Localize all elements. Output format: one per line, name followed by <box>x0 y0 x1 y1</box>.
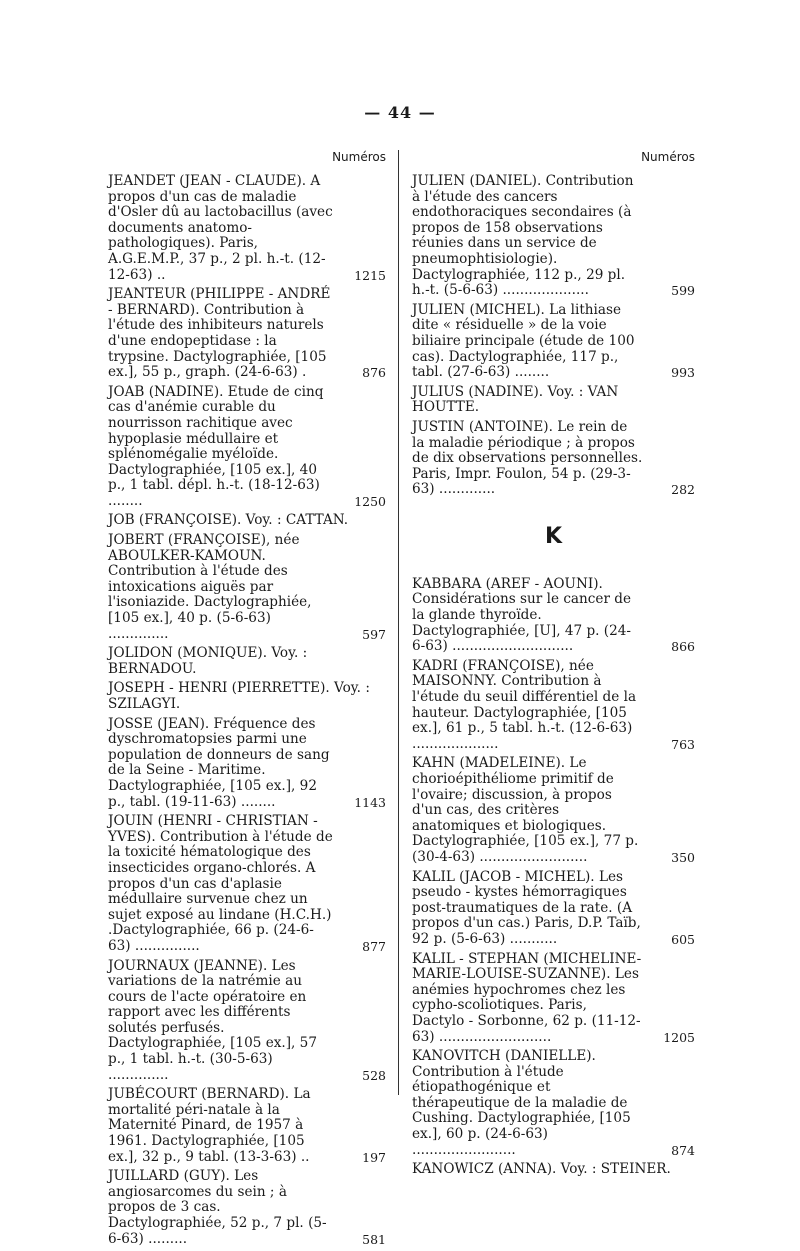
entry-text: JOLIDON (MONIQUE). Voy. : BERNADOU. <box>108 645 308 677</box>
entry <box>108 681 386 712</box>
entry <box>108 533 386 642</box>
entry-number: 763 <box>671 736 695 752</box>
entry-text: JULIUS (NADINE). Voy. : VAN HOUTTE. <box>412 383 619 416</box>
entry-text: JOAB (NADINE). Etude de cinq cas d'anémie curable du nourrisson rachitique avec hypoplasie médullaire et splénomégalie myéloïde. Dactylographiée, [105 ex.], 40 p., 1 tabl. dépl. h.-t. (18-12-63) ........ <box>108 383 324 509</box>
entry-text: KALIL - STEPHAN (MICHELINE-MARIE-LOUISE-SUZANNE). Les anémies hypochromes chez les cypho-scoliotiques. Paris, Dactylo - Sorbonne, 62 p. (11-12-63) .......................... <box>412 950 642 1045</box>
entry <box>412 420 695 498</box>
entry <box>412 659 695 753</box>
column-header-left: Numéros <box>332 150 386 164</box>
entry-number: 528 <box>362 1067 386 1083</box>
entry <box>108 646 386 677</box>
entry-number: 197 <box>362 1149 386 1165</box>
right-column <box>412 150 695 1182</box>
entry <box>412 577 695 655</box>
entry <box>412 1162 695 1178</box>
entry-text: JOSEPH - HENRI (PIERRETTE). Voy. : SZILAGYI. <box>108 680 370 712</box>
entry-text: JULIEN (DANIEL). Contribution à l'étude des cancers endothoraciques secondaires (à propos de 158 observations réunies dans un service de pneumophtisiologie). Dactylographiée, 112 p., 29 pl. h.-t. (5-6-63) .................... <box>412 173 634 299</box>
entry <box>108 1169 386 1247</box>
entry-number: 581 <box>362 1231 386 1247</box>
section-letter: K <box>544 523 563 549</box>
entry-number: 1205 <box>663 1029 695 1045</box>
column-header-right: Numéros <box>641 150 695 164</box>
page-number: — 44 — <box>364 103 436 122</box>
entry <box>412 385 695 416</box>
entry-text: JOUIN (HENRI - CHRISTIAN - YVES). Contribution à l'étude de la toxicité hématologique des insecticides organo-chlorés. A propos d'un cas d'aplasie médullaire survenue chez un sujet exposé au lindane (H.C.H.) .Dactylographiée, 66 p. (24-6-63) ............... <box>108 813 333 954</box>
entry-text: JUILLARD (GUY). Les angiosarcomes du sein ; à propos de 3 cas. Dactylographiée, 52 p., 7 pl. (5-6-63) ......... <box>108 1168 327 1247</box>
left-column <box>108 150 386 1251</box>
entry-number: 876 <box>362 365 386 381</box>
entry-text: KANOVITCH (DANIELLE). Contribution à l'étude étiopathogénique et thérapeutique de la maladie de Cushing. Dactylographiée, [105 ex.], 60 p. (24-6-63) ........................ <box>412 1048 631 1158</box>
entry <box>108 717 386 811</box>
entry-number: 1143 <box>354 794 386 810</box>
entry-text: KALIL (JACOB - MICHEL). Les pseudo - kystes hémorragiques post-traumatiques de la rate. (A propos d'un cas.) Paris, D.P. Taïb, 92 p. (5-6-63) ........... <box>412 868 641 947</box>
entry-number: 282 <box>671 482 695 498</box>
entry <box>412 174 695 299</box>
entry <box>108 959 386 1084</box>
entry-number: 1250 <box>354 493 386 509</box>
entry <box>108 385 386 510</box>
entry-number: 877 <box>362 938 386 954</box>
entry-text: JOSSE (JEAN). Fréquence des dyschromatopsies parmi une population de donneurs de sang de la Seine - Maritime. Dactylographiée, [105 ex.], 92 p., tabl. (19-11-63) ........ <box>108 715 330 810</box>
entry-text: JOB (FRANÇOISE). Voy. : CATTAN. <box>108 512 349 529</box>
entry-number: 993 <box>671 365 695 381</box>
entry-text: JUBÉCOURT (BERNARD). La mortalité péri-natale à la Maternité Pinard, de 1957 à 1961. Dactylographiée, [105 ex.], 32 p., 9 tabl. (13-3-63) .. <box>108 1086 311 1165</box>
entry-text: JEANTEUR (PHILIPPE - ANDRÉ - BERNARD). Contribution à l'étude des inhibiteurs naturels d'une endopeptidase : la trypsine. Dactylographiée, [105 ex.], 55 p., graph. (24-6-63) . <box>108 286 331 381</box>
entry <box>108 174 386 283</box>
entry-text: JULIEN (MICHEL). La lithiase dite « résiduelle » de la voie biliaire principale (étude de 100 cas). Dactylographiée, 117 p., tabl. (27-6-63) ........ <box>412 301 635 381</box>
entry-number: 599 <box>671 283 695 299</box>
entry <box>412 870 695 948</box>
entry <box>108 1087 386 1165</box>
entry <box>108 513 386 529</box>
entry-number: 866 <box>671 639 695 655</box>
entry-number: 605 <box>671 931 695 947</box>
entry-text: KANOWICZ (ANNA). Voy. : STEINER. <box>412 1161 671 1178</box>
entry-text: JOURNAUX (JEANNE). Les variations de la natrémie au cours de l'acte opératoire en rapport avec les différents solutés perfusés. Dactylographiée, [105 ex.], 57 p., 1 tabl. h.-t. (30-5-63) .............. <box>108 957 317 1083</box>
entry <box>412 952 695 1046</box>
entry-number: 350 <box>671 849 695 865</box>
entry-text: JEANDET (JEAN - CLAUDE). A propos d'un cas de maladie d'Osler dû au lactobacillus (avec documents anatomo-pathologiques). Paris, A.G.E.M.P., 37 p., 2 pl. h.-t. (12-12-63) .. <box>108 173 333 283</box>
entry <box>412 303 695 381</box>
entry-text: JOBERT (FRANÇOISE), née ABOULKER-KAMOUN. Contribution à l'étude des intoxications aiguës par l'isoniazide. Dactylographiée, [105 ex.], 40 p. (5-6-63) .............. <box>108 532 312 642</box>
entry-number: 597 <box>362 626 386 642</box>
entry <box>412 1049 695 1158</box>
entry-text: JUSTIN (ANTOINE). Le rein de la maladie périodique ; à propos de dix observations personnelles. Paris, Impr. Foulon, 54 p. (29-3-63) ............. <box>412 418 643 498</box>
entry-text: KADRI (FRANÇOISE), née MAISONNY. Contribution à l'étude du seuil différentiel de la hauteur. Dactylographiée, [105 ex.], 61 p., 5 tabl. h.-t. (12-6-63) .................... <box>412 657 637 752</box>
entry-number: 874 <box>671 1142 695 1158</box>
entry-number: 1215 <box>354 267 386 283</box>
entry <box>108 287 386 381</box>
entry-text: KAHN (MADELEINE). Le chorioépithéliome primitif de l'ovaire; discussion, à propos d'un cas, des critères anatomiques et biologiques. Dactylographiée, [105 ex.], 77 p. (30-4-63) ......................... <box>412 755 639 865</box>
entry <box>412 756 695 865</box>
column-divider <box>398 150 399 1095</box>
entry <box>108 814 386 954</box>
entry-text: KABBARA (AREF - AOUNI). Considérations sur le cancer de la glande thyroïde. Dactylographiée, [U], 47 p. (24-6-63) ............................ <box>412 575 632 655</box>
